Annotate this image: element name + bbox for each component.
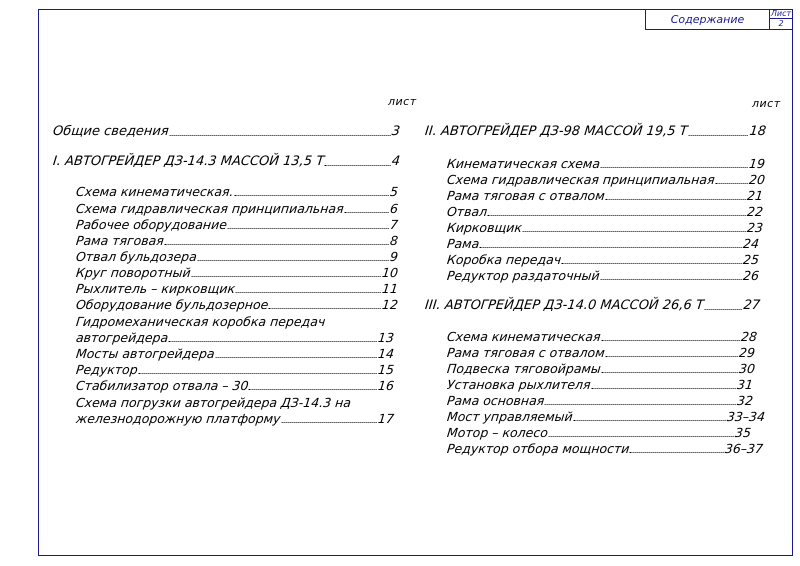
toc-entry: Рыхлитель – кирковщик 11 bbox=[75, 281, 399, 296]
toc-entry: Стабилизатор отвала – 30 16 bbox=[75, 378, 395, 393]
title-block-sheet bbox=[770, 9, 792, 29]
toc-entry: Круг поворотный 10 bbox=[75, 265, 399, 280]
toc-entry: Рама тяговая с отвалом 29 bbox=[446, 345, 756, 360]
toc-entry: Редуктор отбора мощности 36–37 bbox=[446, 441, 764, 456]
toc-section-heading: I. АВТОГРЕЙДЕР ДЗ-14.3 МАССОЙ 13,5 Т 4 bbox=[52, 154, 401, 169]
toc-entry: Схема кинематическая. 5 bbox=[75, 184, 399, 199]
toc-section-heading: III. АВТОГРЕЙДЕР ДЗ-14.0 МАССОЙ 26,6 Т 27 bbox=[424, 298, 761, 313]
toc-entry: Мосты автогрейдера 14 bbox=[75, 346, 395, 361]
toc-entry: Рама тяговая с отвалом 21 bbox=[446, 188, 764, 203]
toc-entry: Редуктор раздаточный 26 bbox=[446, 268, 760, 283]
toc-entry: Мост управляемый 33–34 bbox=[446, 409, 766, 424]
toc-entry: Схема гидравлическая принципиальная 20 bbox=[446, 172, 766, 187]
toc-entry: Отвал 22 bbox=[446, 204, 764, 219]
toc-entry: Общие сведения 3 bbox=[52, 124, 401, 139]
toc-entry: Установка рыхлителя 31 bbox=[446, 377, 754, 392]
toc-entry: Оборудование бульдозерное 12 bbox=[75, 297, 399, 312]
sheet-label: Лист bbox=[770, 9, 792, 18]
right-page-column-header: лист bbox=[752, 97, 781, 110]
toc-entry: Рабочее оборудование 7 bbox=[75, 217, 399, 232]
toc-entry: Рама основная 32 bbox=[446, 393, 754, 408]
toc-entry: автогрейдера 13 bbox=[75, 330, 395, 345]
toc-entry: Схема кинематическая 28 bbox=[446, 329, 758, 344]
toc-entry: Редуктор 15 bbox=[75, 362, 395, 377]
toc-entry: Отвал бульдозера 9 bbox=[75, 249, 399, 264]
toc-entry: Коробка передач 25 bbox=[446, 252, 760, 267]
toc-entry: Рама 24 bbox=[446, 236, 760, 251]
sheet-number: 2 bbox=[778, 19, 784, 28]
toc-entry: Кирковщик 23 bbox=[446, 220, 764, 235]
toc-entry: Мотор – колесо 35 bbox=[446, 425, 752, 440]
toc-entry: Подвеска тяговойрамы 30 bbox=[446, 361, 756, 376]
toc-entry: Рама тяговая 8 bbox=[75, 233, 399, 248]
title-block bbox=[645, 9, 793, 30]
toc-section-heading: II. АВТОГРЕЙДЕР ДЗ-98 МАССОЙ 19,5 Т 18 bbox=[424, 124, 767, 139]
toc-entry: Кинематическая схема 19 bbox=[446, 156, 766, 171]
toc-entry-line1: Гидромеханическая коробка передач bbox=[75, 314, 327, 329]
title-block-title: Содержание bbox=[646, 9, 770, 29]
toc-entry: Схема гидравлическая принципиальная 6 bbox=[75, 201, 399, 216]
left-page-column-header: лист bbox=[388, 95, 417, 108]
toc-entry: железнодорожную платформу 17 bbox=[75, 411, 395, 426]
toc-entry-line1: Схема погрузки автогрейдера ДЗ-14.3 на bbox=[75, 395, 352, 410]
